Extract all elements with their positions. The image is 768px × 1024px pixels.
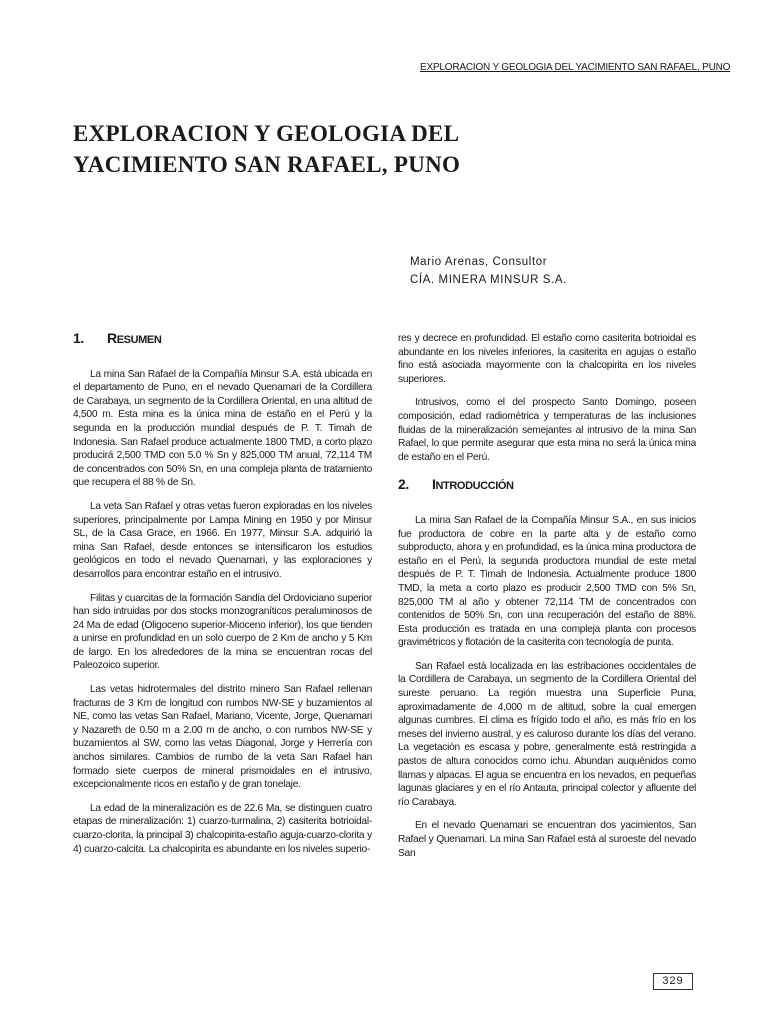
author-affiliation: CÍA. MINERA MINSUR S.A. bbox=[410, 274, 567, 286]
paragraph: La edad de la mineralización es de 22.6 Ma, se distinguen cuatro etapas de mineralización: 1) cuarzo-turmalina, 2) casiterita botrioidal-cuarzo-clorita, la principal 3) chalcopirita-estaño aguja-cuarzo-clorita y 4) cuarzo-calcita. La chalcopirita es abundante en los niveles superio- bbox=[73, 802, 372, 855]
page-number: 329 bbox=[653, 973, 693, 990]
paragraph: La mina San Rafael de la Compañía Minsur S.A. está ubicada en el departamento de Puno, en el nevado Quenamari de la Cordillera de Carabaya, un segmento de la Cordillera Oriental, en una altitud de 4,500 m. Esta mina es la única mina de estaño en el Perú y la segunda en la producción mundial después de P. T. Timah de Indonesia. San Rafael produce actualmente 1800 TMD, a corto plazo producirá 2,500 TMD con 5.0 % Sn y 825,000 TM anual, 72,114 TM de concentrados con 50% Sn, en una compleja planta de tratamiento que recupera el 88 % de Sn. bbox=[73, 368, 372, 489]
paragraph: La mina San Rafael de la Compañía Minsur S.A., en sus inicios fue productora de cobre en la parte alta y de estaño como subproducto, ahora y en profundidad, es la única mina productora de estaño en el Perú, la segunda productora mundial de este metal después de P. T. Timah de Indonesia. Actualmente produce 1800 TMD, la meta a corto plazo es producir 2,500 TMD con 5% Sn, 825,000 TM al año y obtener 72,114 TM de concentrados con contenidos de 50% Sn, con una recuperación del estaño de 88%. Esta producción es tratada en una compleja planta con procesos gravimétricos y flotación de la casiterita con tecnología de punta. bbox=[398, 514, 696, 649]
running-header: EXPLORACION Y GEOLOGIA DEL YACIMIENTO SAN RAFAEL, PUNO bbox=[420, 62, 731, 73]
paragraph: San Rafael está localizada en las estribaciones occidentales de la Cordillera de Carabaya, un segmento de la Cordillera Oriental del sureste peruano. La región muestra una Superficie Puna, aproximadamente de 4,000 m de altitud, sobre la cual emergen algunas cumbres. El clima es frígido todo el año, es más frío en los meses del invierno austral, y es caluroso durante los días del verano. La vegetación es escasa y pobre, generalmente está restringida a pastos de altura conocidos como ichu. Abundan auquénidos como llamas y alpacas. El agua se encuentra en los nevados, en pequeñas lagunas glaciares y en el río Antauta, principal colector y afluente del río Carabaya. bbox=[398, 660, 696, 808]
right-column bbox=[398, 332, 696, 952]
author-byline bbox=[410, 253, 710, 289]
section-heading-introduccion bbox=[398, 478, 696, 494]
paragraph: La veta San Rafael y otras vetas fueron exploradas en los niveles superiores, principalmente por Lampa Mining en 1950 y por Minsur SL, de la Casa Grace, en 1966. En 1977, Minsur S.A. adquirió la mina San Rafael, desde entonces se intensificaron los estudios geológicos en todo el nevado Quenamari, y las exploraciones y desarrollos para encontrar estaño en el intrusivo. bbox=[73, 500, 372, 580]
paragraph: Las vetas hidrotermales del distrito minero San Rafael rellenan fracturas de 3 Km de longitud con rumbos NW-SE y buzamientos al NE, como las vetas San Rafael, Mariano, Vicente, Jorge, Quenamari y Nazareth de 0.50 m a 2.00 m de ancho, o con rumbos NW-SE y buzamientos al SW, como las vetas Diagonal, Jorge y Herrería con anchos similares. Cambios de rumbo de la veta San Rafael han formado siete cuerpos de mineral prismoidales en el intrusivo, excepcionalmente ricos en estaño y de gran tonelaje. bbox=[73, 684, 372, 791]
article-title bbox=[73, 118, 633, 180]
paragraph: res y decrece en profundidad. El estaño como casiterita botrioidal es abundante en los niveles inferiores, la casiterita en agujas o estaño fino está asociada mayormente con la chalcopirita en los niveles superiores. bbox=[398, 333, 696, 385]
section-title: RESUMEN bbox=[107, 332, 162, 346]
author-name: Mario Arenas, Consultor bbox=[410, 256, 548, 268]
paragraph: En el nevado Quenamari se encuentran dos yacimientos, San Rafael y Quenamari. La mina San Rafael está al suroeste del nevado San bbox=[398, 820, 696, 859]
section-heading-resumen bbox=[73, 332, 372, 348]
title-line-2: YACIMIENTO SAN RAFAEL, PUNO bbox=[73, 152, 461, 177]
section-title: INTRODUCCIÓN bbox=[432, 476, 514, 493]
section-number: 1. bbox=[73, 332, 84, 346]
title-line-1: EXPLORACION Y GEOLOGIA DEL bbox=[73, 121, 460, 146]
left-column bbox=[73, 332, 372, 952]
paragraph: Filitas y cuarcitas de la formación Sandia del Ordoviciano superior han sido intruidas por dos stocks monzograníticos peraluminosos de 24 Ma de edad (Oligoceno superior-Mioceno inferior), los que tienden a unirse en profundidad en un solo cuerpo de 2 Km de ancho y 5 Km de largo. En los alrededores de la mina se encuentran rocas del Paleozoico superior. bbox=[73, 592, 372, 672]
section-number: 2. bbox=[398, 476, 409, 493]
paragraph: Intrusivos, como el del prospecto Santo Domingo, poseen composición, edad radiométrica y temperaturas de las inclusiones fluidas de la mineralización semejantes al intrusivo de la mina San Rafael, lo que permite asegurar que esta mina no será la única mina de estaño en el Perú. bbox=[398, 397, 696, 463]
